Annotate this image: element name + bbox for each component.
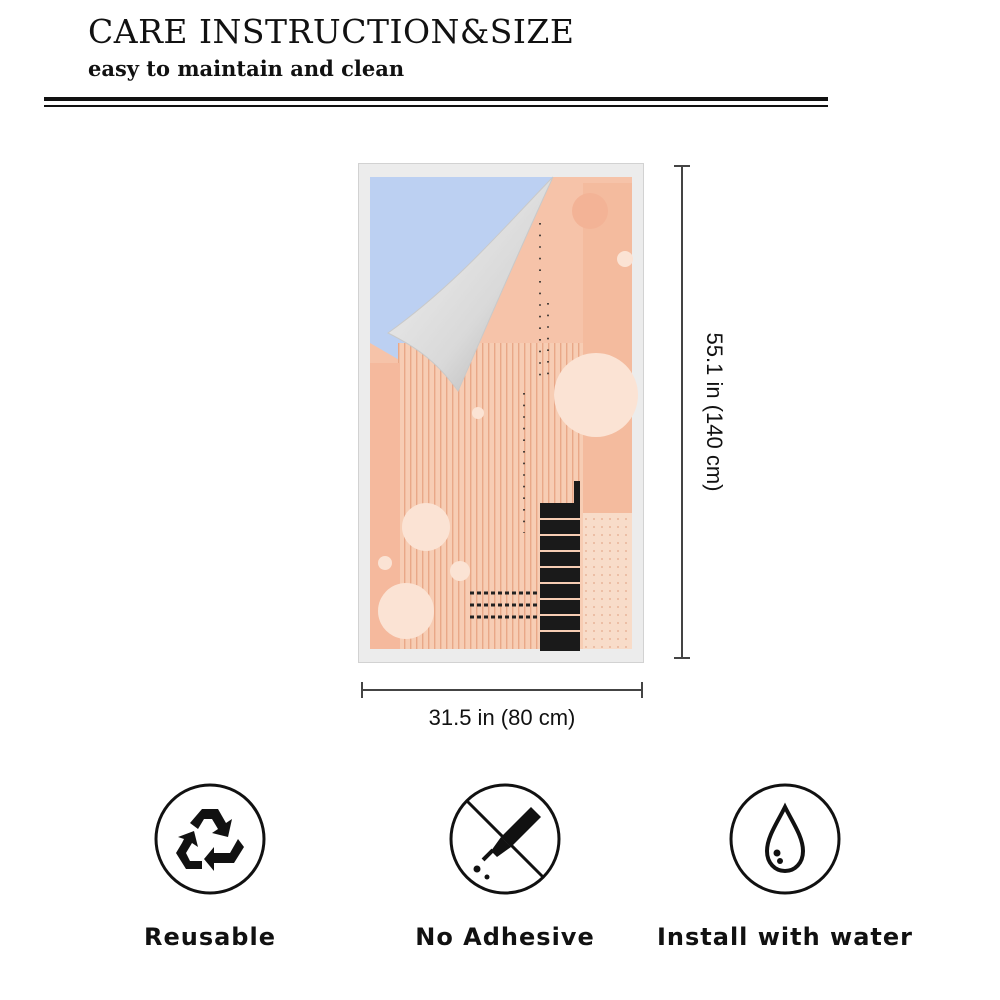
window-film-artwork (358, 163, 644, 663)
header-divider-thick (44, 97, 828, 101)
height-dimension-line (674, 166, 690, 658)
width-dimension-line (362, 682, 642, 698)
recycle-icon (152, 781, 268, 897)
page-title: CARE INSTRUCTION&SIZE (88, 12, 575, 51)
water-drop-icon (727, 781, 843, 897)
feature-label: Reusable (143, 923, 276, 951)
feature-install-with-water (635, 781, 935, 951)
page-subtitle: easy to maintain and clean (88, 56, 405, 81)
feature-label: Install with water (656, 923, 914, 951)
header-divider-thin (44, 105, 828, 107)
feature-no-adhesive (355, 781, 655, 951)
feature-label: No Adhesive (415, 923, 595, 951)
feature-reusable (60, 781, 360, 951)
width-label: 31.5 in (80 cm) (428, 705, 576, 730)
no-glue-icon (447, 781, 563, 897)
black-striped-block (540, 481, 580, 651)
height-label: 55.1 in (140 cm) (702, 332, 727, 492)
